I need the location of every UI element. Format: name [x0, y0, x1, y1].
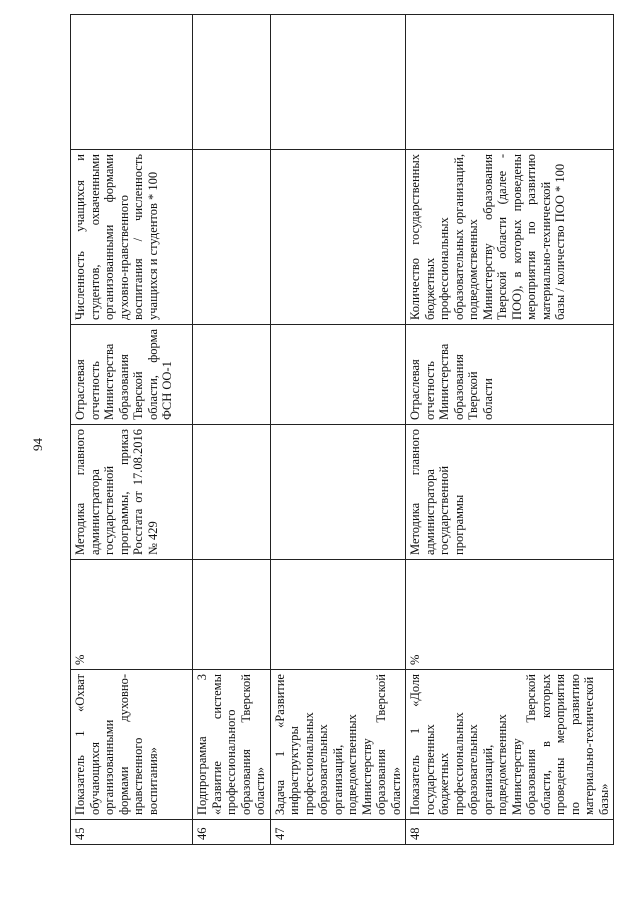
unit-cell: % [406, 560, 614, 670]
unit-cell: % [71, 560, 193, 670]
formula-cell: Численность учащихся и студентов, охваченными организованными формами духовно-нравственного воспитания / численность учащихся и студентов * 100 [71, 150, 193, 325]
source-cell: Отраслевая отчетность Министерства образования Тверской области [406, 325, 614, 425]
indicator-name: Показатель 1 «Доля государственных бюджетных профессиональных образовательных организаций, подведомственных Министерству образования Тверской области, в которых проведены мероприятия по развитию материально-технической базы» [406, 670, 614, 820]
method-cell [270, 425, 406, 560]
extra-cell [193, 15, 271, 150]
source-cell: Отраслевая отчетность Министерства образования Тверской области, форма ФСН ОО-1 [71, 325, 193, 425]
formula-cell [270, 150, 406, 325]
table-row [406, 15, 614, 845]
unit-cell [270, 560, 406, 670]
extra-cell [406, 15, 614, 150]
extra-cell [71, 15, 193, 150]
row-number: 45 [71, 820, 193, 845]
source-cell [270, 325, 406, 425]
page-number: 94 [30, 438, 45, 451]
row-number: 48 [406, 820, 614, 845]
table-row [270, 15, 406, 845]
unit-cell [193, 560, 271, 670]
method-cell: Методика главного администратора государственной программы, приказ Росстата от 17.08.2016 № 429 [71, 425, 193, 560]
formula-cell: Количество государственных бюджетных профессиональных образовательных организаций, подведомственных Министерству образования Тверской области (далее - ПОО), в которых проведены мероприятия по развитию материально-технической базы / количество ПОО * 100 [406, 150, 614, 325]
formula-cell [193, 150, 271, 325]
extra-cell [270, 15, 406, 150]
row-number: 46 [193, 820, 271, 845]
method-cell [193, 425, 271, 560]
row-number: 47 [270, 820, 406, 845]
indicator-table [70, 14, 614, 845]
indicator-name: Подпрограмма 3 «Развитие системы профессионального образования Тверской области» [193, 670, 271, 820]
method-cell: Методика главного администратора государственной программы [406, 425, 614, 560]
table-row [71, 15, 193, 845]
source-cell [193, 325, 271, 425]
indicator-name: Показатель 1 «Охват обучающихся организованными формами духовно-нравственного воспитания» [71, 670, 193, 820]
indicator-name: Задача 1 «Развитие инфраструктуры профессиональных образовательных организаций, подведомственных Министерству образования Тверской области» [270, 670, 406, 820]
rotated-table-wrapper [70, 15, 611, 845]
table-row [193, 15, 271, 845]
